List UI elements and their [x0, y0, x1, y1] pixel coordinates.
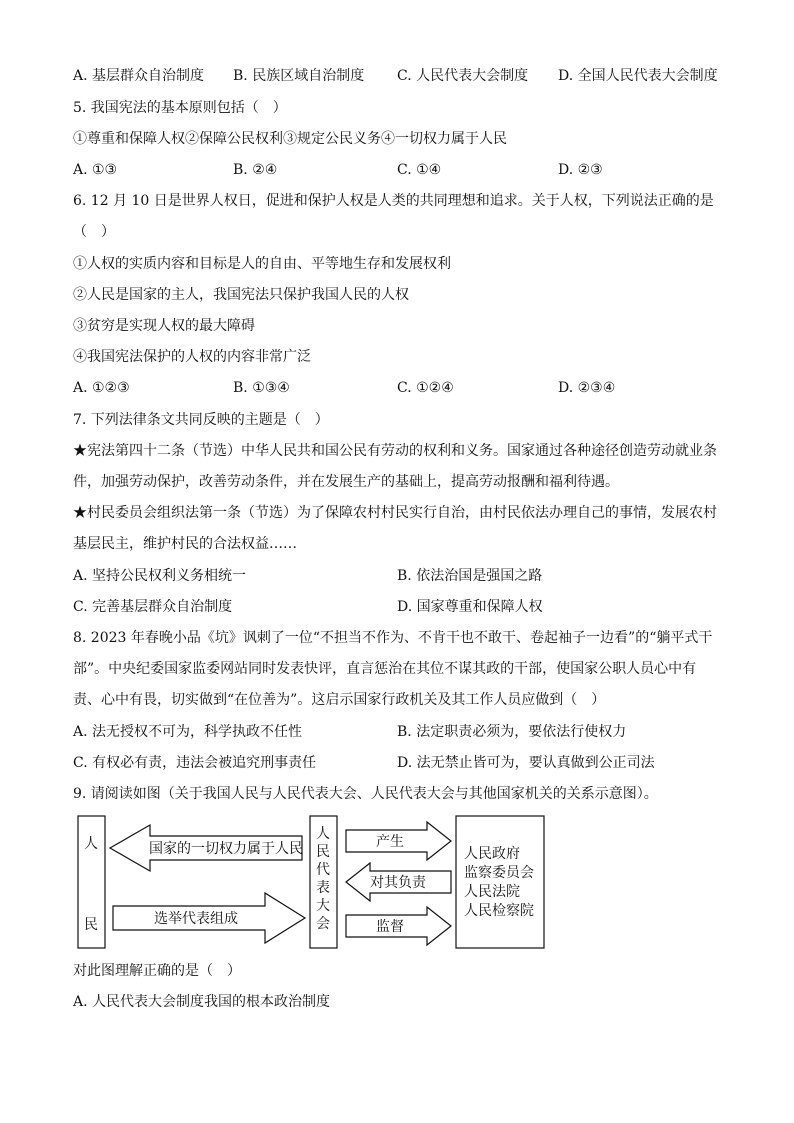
organ-court: 人民法院 — [464, 884, 520, 900]
arrow-responsible-label: 对其负责 — [370, 875, 426, 891]
q8-stem-line-2: 部”。中央纪委国家监委网站同时发表快评，直言惩治在其位不谋其政的干部，使国家公职人员心中有 — [73, 661, 697, 677]
q6-item-1: ①人权的实质内容和目标是人的自由、平等地生存和发展权利 — [73, 256, 451, 272]
organs-box — [456, 816, 544, 948]
q7-text-line-4: 基层民主，维护村民的合法权益…… — [73, 536, 297, 552]
arrow-supervise-label: 监督 — [376, 919, 404, 935]
q5-option-a: A. ①③ — [73, 162, 118, 178]
q4-option-d: D. 全国人民代表大会制度 — [558, 68, 718, 84]
q4-option-a: A. 基层群众自治制度 — [73, 68, 205, 84]
q5-items: ①尊重和保障人权②保障公民权利③规定公民义务④一切权力属于人民 — [73, 131, 507, 147]
q6-option-c: C. ①②④ — [397, 380, 454, 396]
q6-stem-line1: 6. 12 月 10 日是世界人权日，促进和保护人权是人类的共同理想和追求。关于人权，下列说法正确的是 — [73, 193, 714, 209]
q9-stem: 9. 请阅读如图（关于我国人民与人民代表大会、人民代表大会与其他国家机关的关系示意图）。 — [73, 786, 658, 802]
q6-option-d: D. ②③④ — [558, 380, 616, 396]
q7-text-line-2: 件，加强劳动保护，改善劳动条件，并在发展生产的基础上，提高劳动报酬和福利待遇。 — [73, 474, 619, 490]
q7-option-a: A. 坚持公民权利义务相统一 — [73, 568, 247, 584]
people-label-top: 人 — [84, 836, 98, 852]
npc-char-2: 民 — [316, 844, 330, 860]
q6-option-a: A. ①②③ — [73, 380, 130, 396]
q5-stem: 5. 我国宪法的基本原则包括（ ） — [73, 100, 287, 116]
npc-char-3: 代 — [316, 862, 330, 878]
q7-text-line-3: ★村民委员会组织法第一条（节选）为了保障农村村民实行自治，由村民依法办理自己的事情，发展农村 — [73, 505, 717, 521]
arrow-elect-label: 选举代表组成 — [154, 911, 238, 927]
q8-option-c: C. 有权必有责，违法会被追究刑事责任 — [73, 755, 317, 771]
people-label-bottom: 民 — [84, 917, 98, 933]
arrow-produce-label: 产生 — [376, 834, 404, 850]
npc-char-5: 大 — [316, 898, 330, 914]
q8-stem-line-1: 8. 2023 年春晚小品《坑》讽刺了一位“不担当不作为、不肯干也不敢干、卷起袖子一边看”的“躺平式干 — [73, 630, 713, 646]
npc-char-4: 表 — [316, 880, 330, 896]
q6-item-4: ④我国宪法保护的人权的内容非常广泛 — [73, 349, 311, 365]
arrow-power-label: 国家的一切权力属于人民 — [149, 841, 303, 857]
organ-supervisory-commission: 监察委员会 — [464, 865, 534, 881]
q6-option-b: B. ①③④ — [233, 380, 290, 396]
organ-government: 人民政府 — [464, 846, 520, 862]
q7-option-c: C. 完善基层群众自治制度 — [73, 599, 233, 615]
q6-stem-line2: （ ） — [73, 224, 115, 240]
q7-stem: 7. 下列法律条文共同反映的主题是（ ） — [73, 412, 329, 428]
q8-option-b: B. 法定职责必须为，要依法行使权力 — [397, 724, 627, 740]
q8-option-a: A. 法无授权不可为，科学执政不任性 — [73, 724, 303, 740]
q7-text-line-1: ★宪法第四十二条（节选）中华人民共和国公民有劳动的权利和义务。国家通过各种途径创造劳动就业条 — [73, 443, 717, 459]
organ-procuratorate: 人民检察院 — [464, 903, 534, 919]
q8-option-d: D. 法无禁止皆可为，要认真做到公正司法 — [397, 755, 655, 771]
q4-option-b: B. 民族区域自治制度 — [233, 68, 365, 84]
q9-option-a: A. 人民代表大会制度我国的根本政治制度 — [73, 994, 331, 1010]
q6-item-3: ③贫穷是实现人权的最大障碍 — [73, 318, 255, 334]
q6-item-2: ②人民是国家的主人，我国宪法只保护我国人民的人权 — [73, 287, 409, 303]
npc-char-1: 人 — [316, 826, 330, 842]
q7-option-b: B. 依法治国是强国之路 — [397, 568, 543, 584]
q7-option-d: D. 国家尊重和保障人权 — [397, 599, 543, 615]
q9-question: 对此图理解正确的是（ ） — [73, 963, 241, 979]
q5-option-c: C. ①④ — [397, 162, 442, 178]
q5-option-b: B. ②④ — [233, 162, 278, 178]
q5-option-d: D. ②③ — [558, 162, 603, 178]
q4-option-c: C. 人民代表大会制度 — [397, 68, 529, 84]
q8-stem-line-3: 责、心中有畏，切实做到“在位善为”。这启示国家行政机关及其工作人员应做到（ ） — [73, 692, 606, 708]
npc-char-6: 会 — [316, 916, 330, 932]
